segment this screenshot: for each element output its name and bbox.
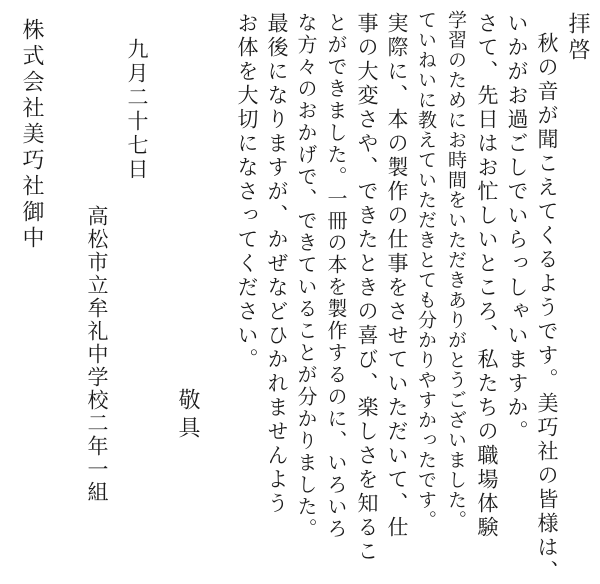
- body-line-1: 秋の音が聞こえてくるようです。美巧社の皆様は、: [535, 32, 559, 584]
- body-line-3: さて、先日はお忙しいところ、私たちの職場体験: [475, 12, 499, 540]
- body-line-7: 事の大変さや、できたときの喜び、楽しさを知るこ: [355, 12, 379, 564]
- body-line-11: お体を大切になさってください。: [235, 12, 259, 372]
- body-line-6: 実際に、本の製作の仕事をさせていただいて、仕: [385, 12, 409, 540]
- body-line-5: ていねいに教えていただきとても分かりやすかったです。: [415, 10, 437, 530]
- salutation: 拝啓: [565, 12, 590, 64]
- body-line-10: 最後になりますが、かぜなどひかれませんよう: [265, 12, 289, 516]
- closing-remark: 敬具: [175, 388, 200, 444]
- body-line-4: 学習のためにお時間をいただきありがとうございました。: [445, 10, 467, 530]
- letter-date: 九月二十七日: [125, 38, 149, 182]
- body-line-2: いかがお過ごしでいらっしゃいますか。: [505, 12, 529, 444]
- addressee: 株式会社美巧社御中: [19, 18, 44, 252]
- body-line-9: な方々のおかげで、できていることが分かりました。: [294, 12, 318, 540]
- sender-name: 高松市立牟礼中学校二年一組: [85, 205, 109, 504]
- body-line-8: とができました。一冊の本を製作するのに、いろいろ: [324, 12, 348, 540]
